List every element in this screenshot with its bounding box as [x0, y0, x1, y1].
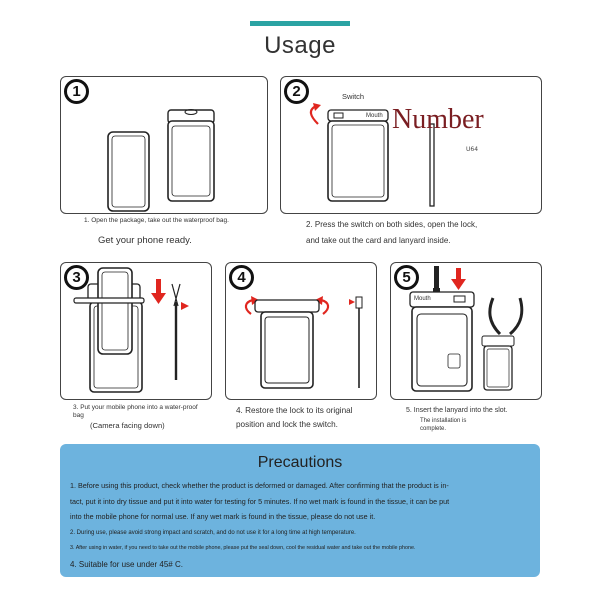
- precaution-1-line-2: tact, put it into dry tissue and put it into water for testing for 5 minutes. If no wet mark is found in the tissue, it can be put: [70, 497, 450, 506]
- step-1-caption: 1. Open the package, take out the waterproof bag.: [84, 217, 229, 224]
- step-5-caption: 5. Insert the lanyard into the slot.: [406, 407, 508, 414]
- step-4-caption: 4. Restore the lock to its original: [236, 406, 353, 415]
- switch-label: Switch: [342, 92, 365, 101]
- step-5-illustration: [390, 262, 540, 398]
- mouth-label: Mouth: [366, 113, 383, 119]
- precaution-2: 2. During use, please avoid strong impact and scratch, and do not use it for a long time at high temperature.: [70, 530, 356, 536]
- precaution-3: 3. After using in water, if you need to take out the mobile phone, please put the seal down, cool the residual water and take out the mobile phone.: [70, 545, 416, 551]
- precaution-1-line-1: 1. Before using this product, check whether the product is deformed or damaged. After confirming that the product is in-: [70, 481, 449, 490]
- step-3-illustration: [60, 262, 210, 398]
- step-2-caption-2: and take out the card and lanyard inside.: [306, 236, 451, 245]
- number-label: Number: [392, 104, 484, 135]
- step-2-badge: 2: [284, 79, 309, 104]
- step-1-badge: 1: [64, 79, 89, 104]
- waterproof-bag-icon: [168, 110, 214, 202]
- step-4-badge: 4: [229, 265, 254, 290]
- mouth-label-5: Mouth: [414, 296, 431, 302]
- step-1-caption-2: Get your phone ready.: [98, 235, 192, 246]
- number-placeholder-glyph: U64: [466, 146, 479, 153]
- accent-bar: [250, 21, 350, 26]
- step-4-illustration: [225, 262, 375, 398]
- precaution-4: 4. Suitable for use under 45# C.: [70, 560, 183, 569]
- step-4-caption-2: position and lock the switch.: [236, 420, 338, 429]
- phone-icon: [108, 132, 149, 211]
- step-1-illustration: [60, 76, 266, 212]
- step-3-caption-2: (Camera facing down): [90, 421, 165, 430]
- step-5-badge: 5: [394, 265, 419, 290]
- precautions-title: Precautions: [257, 454, 343, 471]
- step-2-illustration: [280, 76, 540, 212]
- precaution-1-line-3: into the mobile phone for normal use. If any wet mark is found in the tissue, please do not use it.: [70, 512, 376, 521]
- page-title: Usage: [264, 32, 336, 59]
- step-5-caption-2: The installation is complete.: [420, 418, 467, 432]
- step-3-badge: 3: [64, 265, 89, 290]
- step-2-caption: 2. Press the switch on both sides, open the lock,: [306, 220, 478, 229]
- step-3-caption: 3. Put your mobile phone into a water-proof bag: [73, 404, 198, 419]
